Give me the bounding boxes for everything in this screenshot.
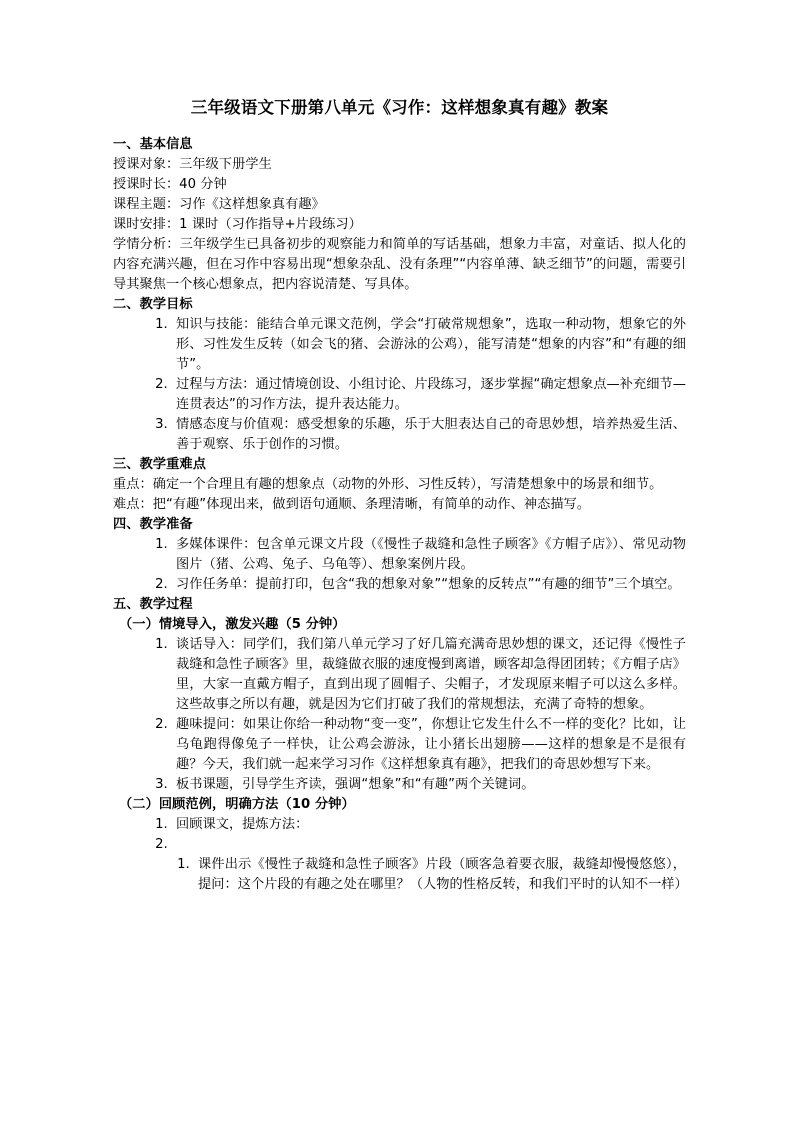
- list-item: 1. 回顾课文，提炼方法：: [172, 815, 686, 835]
- list-item: 2. 趣味提问：如果让你给一种动物“变一变”，你想让它发生什么不一样的变化？比如，让乌龟跑得像兔子一样快，让公鸡会游泳，让小猪长出翅膀——这样的想象是不是很有趣？今天，我们就一起来学习习作《这样想象真有趣》，把我们的奇思妙想写下来。: [172, 715, 686, 775]
- basic-info-line-analysis: 学情分析：三年级学生已具备初步的观察能力和简单的写话基础，想象力丰富，对童话、拟人化的内容充满兴趣，但在习作中容易出现“想象杂乱、没有条理”“内容单薄、缺乏细节”的问题，需要引导其聚焦一个核心想象点，把内容说清楚、写具体。: [113, 236, 686, 292]
- section-heading-key-points: 三、教学重难点: [113, 456, 207, 472]
- list-item: 2. 过程与方法：通过情境创设、小组讨论、片段练习，逐步掌握“确定想象点—补充细节—连贯表达”的习作方法，提升表达能力。: [172, 375, 686, 415]
- subsection-heading-step-two: （二）回顾范例，明确方法（10 分钟）: [119, 796, 355, 812]
- basic-info-line-schedule: 课时安排：1 课时（习作指导+片段练习）: [113, 216, 362, 232]
- basic-info-line-duration: 授课时长：40 分钟: [113, 176, 227, 192]
- list-item: 1. 课件出示《慢性子裁缝和急性子顾客》片段（顾客急着要衣服，裁缝却慢慢悠悠），提问：这个片段的有趣之处在哪里？（人物的性格反转，和我们平时的认知不一样）: [194, 855, 686, 895]
- step-two-list: [113, 815, 686, 855]
- list-item: 3. 板书课题，引导学生齐读，强调“想象”和“有趣”两个关键词。: [172, 775, 686, 795]
- basic-info-line-topic: 课程主题：习作《这样想象真有趣》: [113, 196, 325, 212]
- preparation-list: [113, 535, 686, 595]
- basic-info-line-audience: 授课对象：三年级下册学生: [113, 156, 272, 172]
- step-two-sublist: [113, 855, 686, 895]
- page-title: 三年级语文下册第八单元《习作：这样想象真有趣》教案: [190, 98, 609, 117]
- step-one-list: [113, 635, 686, 795]
- list-item: 2. 习作任务单：提前打印，包含“我的想象对象”“想象的反转点”“有趣的细节”三个填空。: [172, 575, 686, 595]
- list-item: 1. 多媒体课件：包含单元课文片段（《慢性子裁缝和急性子顾客》《方帽子店》）、常见动物图片（猪、公鸡、兔子、乌龟等）、想象案例片段。: [172, 535, 686, 575]
- key-points-line-focus: 重点：确定一个合理且有趣的想象点（动物的外形、习性反转），写清楚想象中的场景和细节。: [113, 476, 663, 492]
- section-heading-basic-info: 一、基本信息: [113, 136, 193, 152]
- list-item: [172, 835, 686, 855]
- section-heading-objectives: 二、教学目标: [113, 296, 193, 312]
- objectives-list: [113, 315, 686, 455]
- list-item: 3. 情感态度与价值观：感受想象的乐趣，乐于大胆表达自己的奇思妙想，培养热爱生活、善于观察、乐于创作的习惯。: [172, 415, 686, 455]
- section-heading-preparation: 四、教学准备: [113, 516, 193, 532]
- subsection-heading-step-one: （一）情境导入，激发兴趣（5 分钟）: [119, 616, 346, 632]
- list-item: 1. 知识与技能：能结合单元课文范例，学会“打破常规想象”，选取一种动物，想象它的外形、习性发生反转（如会飞的猪、会游泳的公鸡），能写清楚“想象的内容”和“有趣的细节”。: [172, 315, 686, 375]
- list-item: 1. 谈话导入：同学们，我们第八单元学习了好几篇充满奇思妙想的课文，还记得《慢性子裁缝和急性子顾客》里，裁缝做衣服的速度慢到离谱，顾客却急得团团转；《方帽子店》里，大家一直戴方帽子，直到出现了圆帽子、尖帽子，才发现原来帽子可以这么多样。这些故事之所以有趣，就是因为它们打破了我们的常规想法，充满了奇特的想象。: [172, 635, 686, 715]
- section-heading-process: 五、教学过程: [113, 596, 193, 612]
- key-points-line-difficulty: 难点：把“有趣”体现出来，做到语句通顺、条理清晰，有简单的动作、神态描写。: [113, 496, 591, 512]
